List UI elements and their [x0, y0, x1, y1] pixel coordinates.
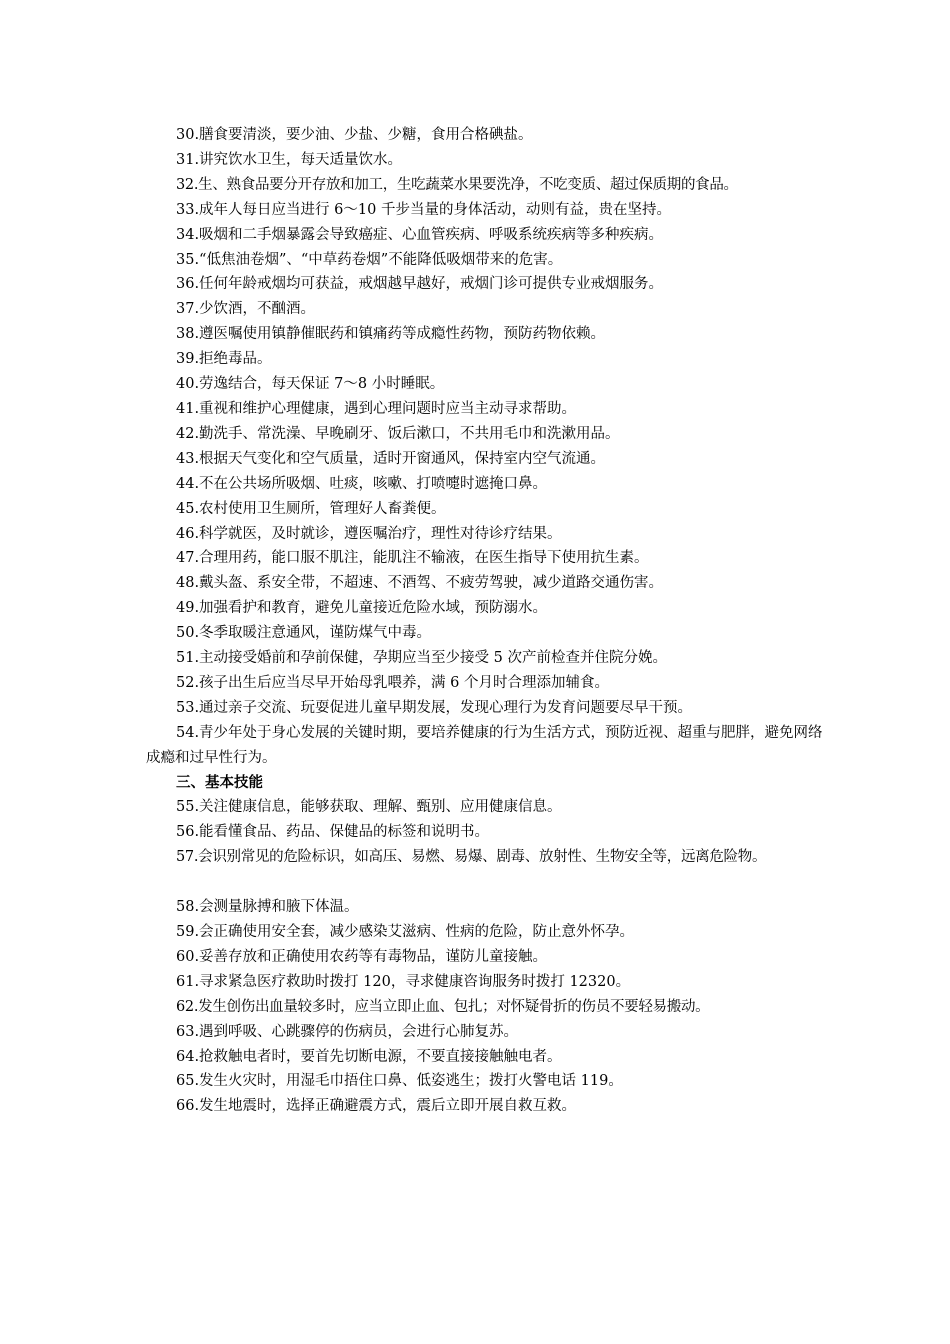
list-item: 31.讲究饮水卫生，每天适量饮水。: [176, 151, 403, 168]
list-item: 45.农村使用卫生厕所，管理好人畜粪便。: [176, 500, 446, 517]
list-item: 42.勤洗手、常洗澡、早晚刷牙、饭后漱口，不共用毛巾和洗漱用品。: [176, 425, 620, 442]
document-body: [146, 123, 826, 1119]
list-item: 32.生、熟食品要分开存放和加工，生吃蔬菜水果要洗净，不吃变质、超过保质期的食品。: [176, 176, 738, 193]
list-item: 39.拒绝毒品。: [176, 351, 272, 368]
list-item: 44.不在公共场所吸烟、吐痰，咳嗽、打喷嚏时遮掩口鼻。: [176, 475, 548, 492]
list-item: 60.妥善存放和正确使用农药等有毒物品，谨防儿童接触。: [176, 948, 548, 965]
list-item: 36.任何年龄戒烟均可获益，戒烟越早越好，戒烟门诊可提供专业戒烟服务。: [176, 276, 664, 293]
list-item: 34.吸烟和二手烟暴露会导致癌症、心血管疾病、呼吸系统疾病等多种疾病。: [176, 226, 664, 243]
list-item: 66.发生地震时，选择正确避震方式，震后立即开展自救互救。: [176, 1098, 577, 1115]
list-item: 51.主动接受婚前和孕前保健，孕期应当至少接受 5 次产前检查并住院分娩。: [176, 650, 668, 667]
list-item: 40.劳逸结合，每天保证 7～8 小时睡眠。: [176, 376, 445, 393]
list-item: 54.青少年处于身心发展的关键时期，要培养健康的行为生活方式，预防近视、超重与肥胖，避免网络成瘾和过早性行为。: [146, 724, 823, 766]
list-item: 41.重视和维护心理健康，遇到心理问题时应当主动寻求帮助。: [176, 400, 577, 417]
list-item: 63.遇到呼吸、心跳骤停的伤病员，会进行心肺复苏。: [176, 1023, 519, 1040]
list-item: 33.成年人每日应当进行 6～10 千步当量的身体活动，动则有益，贵在坚持。: [176, 201, 671, 218]
list-item: 56.能看懂食品、药品、保健品的标签和说明书。: [176, 824, 490, 841]
list-item: 49.加强看护和教育，避免儿童接近危险水域，预防溺水。: [176, 600, 548, 617]
list-item: 57.会识别常见的危险标识，如高压、易燃、易爆、剧毒、放射性、生物安全等，远离危险物。: [176, 849, 767, 866]
list-item: 46.科学就医，及时就诊，遵医嘱治疗，理性对待诊疗结果。: [176, 525, 562, 542]
list-item: 53.通过亲子交流、玩耍促进儿童早期发展，发现心理行为发育问题要尽早干预。: [176, 699, 693, 716]
list-item: 30.膳食要清淡，要少油、少盐、少糖，食用合格碘盐。: [176, 127, 533, 143]
list-item: 64.抢救触电者时，要首先切断电源，不要直接接触触电者。: [176, 1048, 562, 1065]
list-item: 37.少饮酒，不酗酒。: [176, 301, 316, 318]
list-item: 61.寻求紧急医疗救助时拨打 120，寻求健康咨询服务时拨打 12320。: [176, 973, 631, 990]
list-item: 62.发生创伤出血量较多时，应当立即止血、包扎；对怀疑骨折的伤员不要轻易搬动。: [176, 998, 710, 1015]
list-item: 65.发生火灾时，用湿毛巾捂住口鼻、低姿逃生；拨打火警电话 119。: [176, 1073, 623, 1090]
list-item: 47.合理用药，能口服不肌注，能肌注不输液，在医生指导下使用抗生素。: [176, 550, 649, 567]
list-item: 59.会正确使用安全套，减少感染艾滋病、性病的危险，防止意外怀孕。: [176, 923, 635, 940]
list-item: 52.孩子出生后应当尽早开始母乳喂养，满 6 个月时合理添加辅食。: [176, 674, 610, 691]
list-item: 38.遵医嘱使用镇静催眠药和镇痛药等成瘾性药物，预防药物依赖。: [176, 326, 606, 343]
list-item: 48.戴头盔、系安全带，不超速、不酒驾、不疲劳驾驶，减少道路交通伤害。: [176, 575, 664, 592]
list-item: 43.根据天气变化和空气质量，适时开窗通风，保持室内空气流通。: [176, 450, 606, 467]
list-item: 50.冬季取暖注意通风，谨防煤气中毒。: [176, 625, 432, 642]
list-item: 35.“低焦油卷烟”、“中草药卷烟”不能降低吸烟带来的危害。: [176, 251, 563, 268]
list-item: 55.关注健康信息，能够获取、理解、甄别、应用健康信息。: [176, 799, 562, 816]
section-heading: 三、基本技能: [176, 773, 263, 791]
list-item: 58.会测量脉搏和腋下体温。: [176, 899, 359, 916]
blank-line: [146, 870, 826, 895]
